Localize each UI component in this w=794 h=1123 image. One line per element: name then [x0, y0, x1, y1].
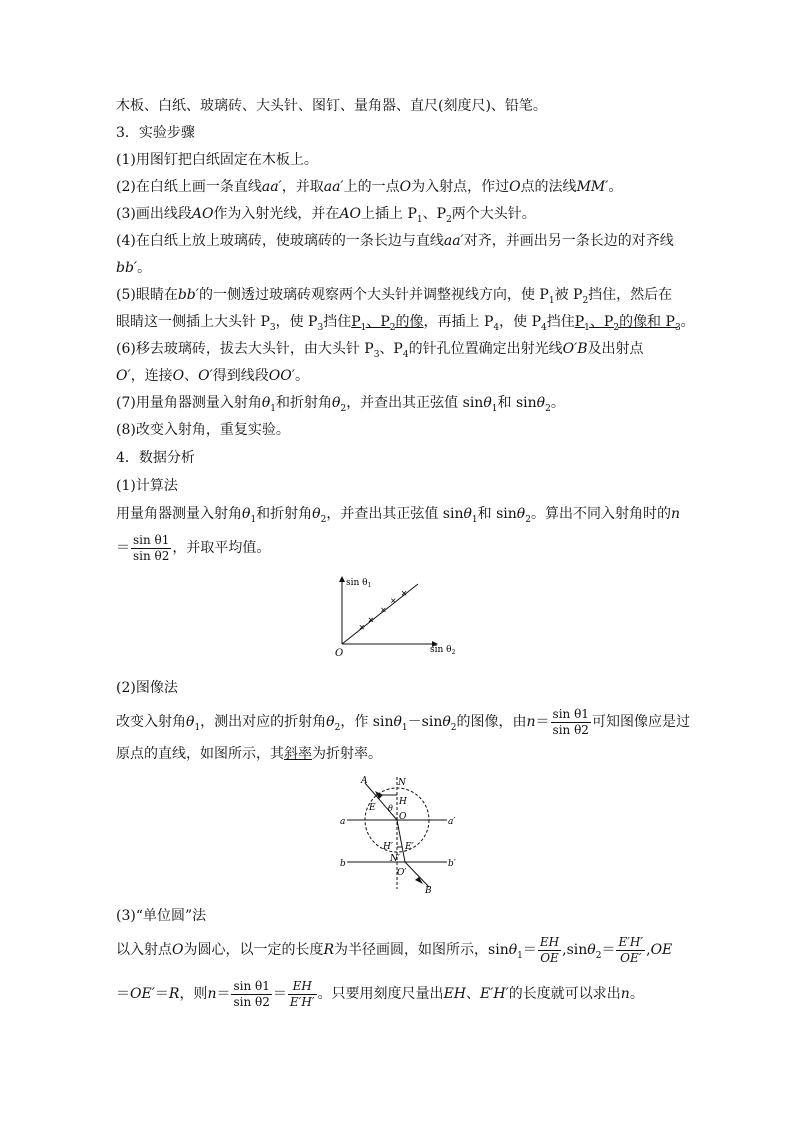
section-3-title: 3．实验步骤	[116, 125, 195, 141]
svg-text:O: O	[399, 812, 407, 822]
svg-text:N′: N′	[390, 854, 400, 864]
refraction-diagram	[335, 773, 465, 895]
materials-line: 木板、白纸、玻璃砖、大头针、图钉、量角器、直尺(刻度尺)、铅笔。	[116, 98, 547, 114]
svg-text:a′: a′	[448, 817, 456, 827]
n-fraction-2: $\frac{\text{sin θ1}}{\text{sin θ2}}$	[552, 706, 589, 737]
step-4-line-2: bb′。	[116, 260, 152, 276]
step-5-line-2: 眼睛这一侧插上大头针 $P_3$，使 $P_3$挡住$P_1$、$P_2$的像，再插上 $P_4$，使 $P_4$挡住$P_1$、$P_2$的像和 $P_3$。	[116, 314, 695, 333]
svg-text:N: N	[398, 778, 406, 788]
eh-prime-fraction: $\frac{E'H'}{OE'}$	[618, 934, 644, 965]
svg-text:E′: E′	[405, 842, 414, 852]
method-2-title: (2)图像法	[116, 680, 178, 696]
step-6-line-1: (6)移去玻璃砖，拔去大头针，由大头针 $P_3$、$P_4$的针孔位置确定出射光线O′B及出射点	[116, 341, 644, 360]
origin-label: O	[335, 648, 344, 659]
svg-text:E: E	[369, 803, 376, 813]
method-3-line-1: 以入射点O为圆心，以一定的长度R为半径画圆，如图所示，sinθ$_1$＝ $\frac{EH}{OE}$ ,sinθ$_2$＝ $\frac{E'H'}{OE'}$ ,OE	[116, 934, 673, 965]
section-4-title: 4．数据分析	[116, 450, 195, 466]
svg-text:b′: b′	[448, 859, 456, 869]
step-7: (7)用量角器测量入射角$\theta_1$和折射角$\theta_2$，并查出其正弦值 sinθ$_1$和 sinθ$_2$。	[116, 395, 565, 414]
n-fraction-3: $\frac{\text{sin θ1}}{\text{sin θ2}}$	[233, 978, 270, 1009]
svg-text:B: B	[425, 886, 432, 895]
eh-ratio-fraction: $\frac{EH}{E'H'}$	[289, 978, 315, 1009]
n-fraction: $\frac{\text{sin θ1}}{\text{sin θ2}}$	[133, 532, 170, 563]
svg-text:b: b	[340, 859, 346, 869]
svg-text:H′: H′	[383, 842, 393, 852]
method-1-line-1: 用量角器测量入射角$\theta_1$和折射角$\theta_2$，并查出其正弦值 sinθ$_1$和 sinθ$_2$。算出不同入射角时的n	[116, 506, 680, 525]
underlined-answer-1: $P_1$、$P_2$的像	[351, 314, 424, 333]
step-2: (2)在白纸上画一条直线aa′，并取aa′上的一点O为入射点，作过O点的法线MM′。	[116, 179, 623, 195]
svg-text:θ: θ	[388, 804, 393, 813]
svg-text:H: H	[399, 797, 407, 807]
data-point-4	[391, 599, 395, 603]
y-axis-label: $\sin \theta_1$	[346, 578, 372, 589]
step-4-line-1: (4)在白纸上放上玻璃砖，使玻璃砖的一条长边与直线aa′对齐，并画出另一条长边的对齐线	[116, 233, 674, 249]
step-8: (8)改变入射角，重复实验。	[116, 422, 290, 438]
step-1: (1)用图钉把白纸固定在木板上。	[116, 152, 318, 168]
step-3: (3)画出线段AO作为入射光线，并在AO上插上 $P_1$、$P_2$两个大头针。	[116, 206, 536, 225]
method-3-line-2: ＝OE′＝R，则n＝ $\frac{\text{sin θ1}}{\text{sin θ2}}$ ＝ $\frac{EH}{E'H'}$ 。只要用刻度尺量出EH、E′H′的长度就可以求出n。	[116, 978, 644, 1009]
svg-text:A: A	[361, 776, 368, 786]
method-3-title: (3)“单位圆”法	[116, 908, 207, 924]
step-5-line-1: (5)眼睛在bb′的一侧透过玻璃砖观察两个大头针并调整视线方向，使 $P_1$被 $P_2$挡住，然后在	[116, 287, 673, 306]
x-axis-label: $\sin \theta_2$	[430, 645, 456, 656]
svg-text:a: a	[340, 817, 346, 827]
sin-graph	[330, 572, 470, 662]
method-1-title: (1)计算法	[116, 478, 178, 494]
svg-text:O′: O′	[397, 868, 407, 878]
eh-fraction: $\frac{EH}{OE}$	[539, 934, 560, 965]
method-2-line-2: 原点的直线，如图所示，其斜率为折射率。	[116, 746, 382, 762]
step-6-line-2: O′，连接O、O′得到线段OO′。	[116, 368, 309, 384]
method-2-line-1: 改变入射角$\theta_1$，测出对应的折射角$\theta_2$，作 sinθ$_1$－sinθ$_2$的图像，由n＝ $\frac{\text{sin θ1}}{\text{sin θ2}}$ 可知图像应是过	[116, 706, 690, 737]
method-1-line-2: ＝ $\frac{\text{sin θ1}}{\text{sin θ2}}$ ，并取平均值。	[116, 532, 271, 563]
underlined-answer-2: $P_1$、$P_2$的像和 $P_3$	[574, 314, 681, 333]
